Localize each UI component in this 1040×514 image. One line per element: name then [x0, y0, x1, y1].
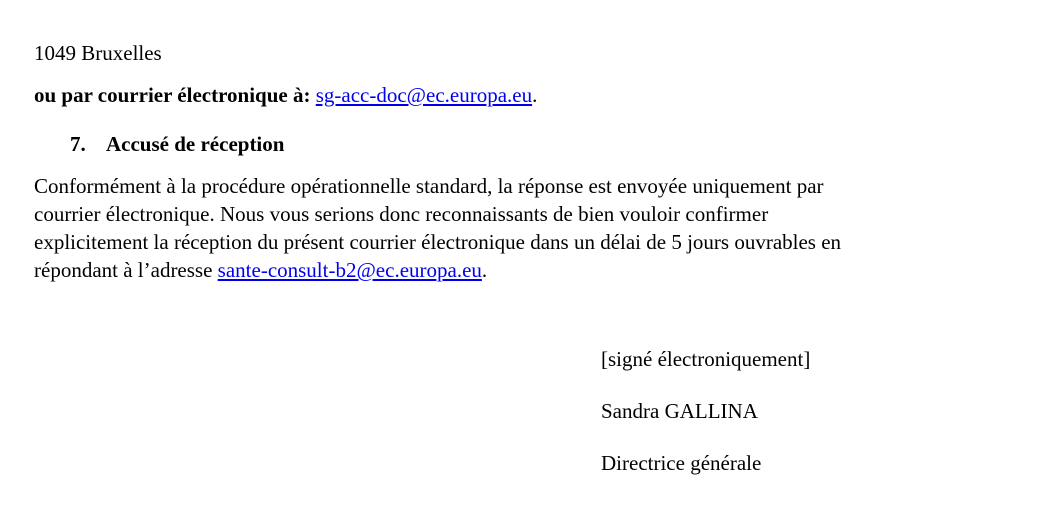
paragraph-line: Conformément à la procédure opérationnelle standard, la réponse est envoyée uniquement par	[34, 174, 824, 198]
email-intro-label: ou par courrier électronique à:	[34, 83, 311, 107]
email-trailing-period: .	[532, 83, 538, 107]
email-contact-line	[34, 82, 537, 109]
section-7-title: Accusé de réception	[106, 132, 285, 156]
signatory-name: Sandra GALLINA	[601, 399, 758, 423]
section-7-heading	[70, 131, 284, 158]
signed-electronically-note: [signé électroniquement]	[601, 347, 811, 371]
paragraph-last-line	[34, 257, 974, 285]
sante-consult-email-link[interactable]: sante-consult-b2@ec.europa.eu	[217, 258, 482, 282]
paragraph-line: courrier électronique. Nous vous serions donc reconnaissants de bien vouloir confirmer	[34, 202, 769, 226]
acknowledgement-paragraph	[34, 173, 974, 285]
reply-address-prefix: répondant à l’adresse	[34, 258, 218, 282]
address-city-line: 1049 Bruxelles	[34, 41, 162, 65]
signatory-role: Directrice générale	[601, 451, 762, 475]
access-doc-email-link[interactable]: sg-acc-doc@ec.europa.eu	[315, 83, 533, 107]
paragraph-line: explicitement la réception du présent courrier électronique dans un délai de 5 jours ouvrables en	[34, 230, 842, 254]
paragraph-trailing-period: .	[481, 258, 488, 282]
section-7-number: 7.	[70, 132, 86, 156]
